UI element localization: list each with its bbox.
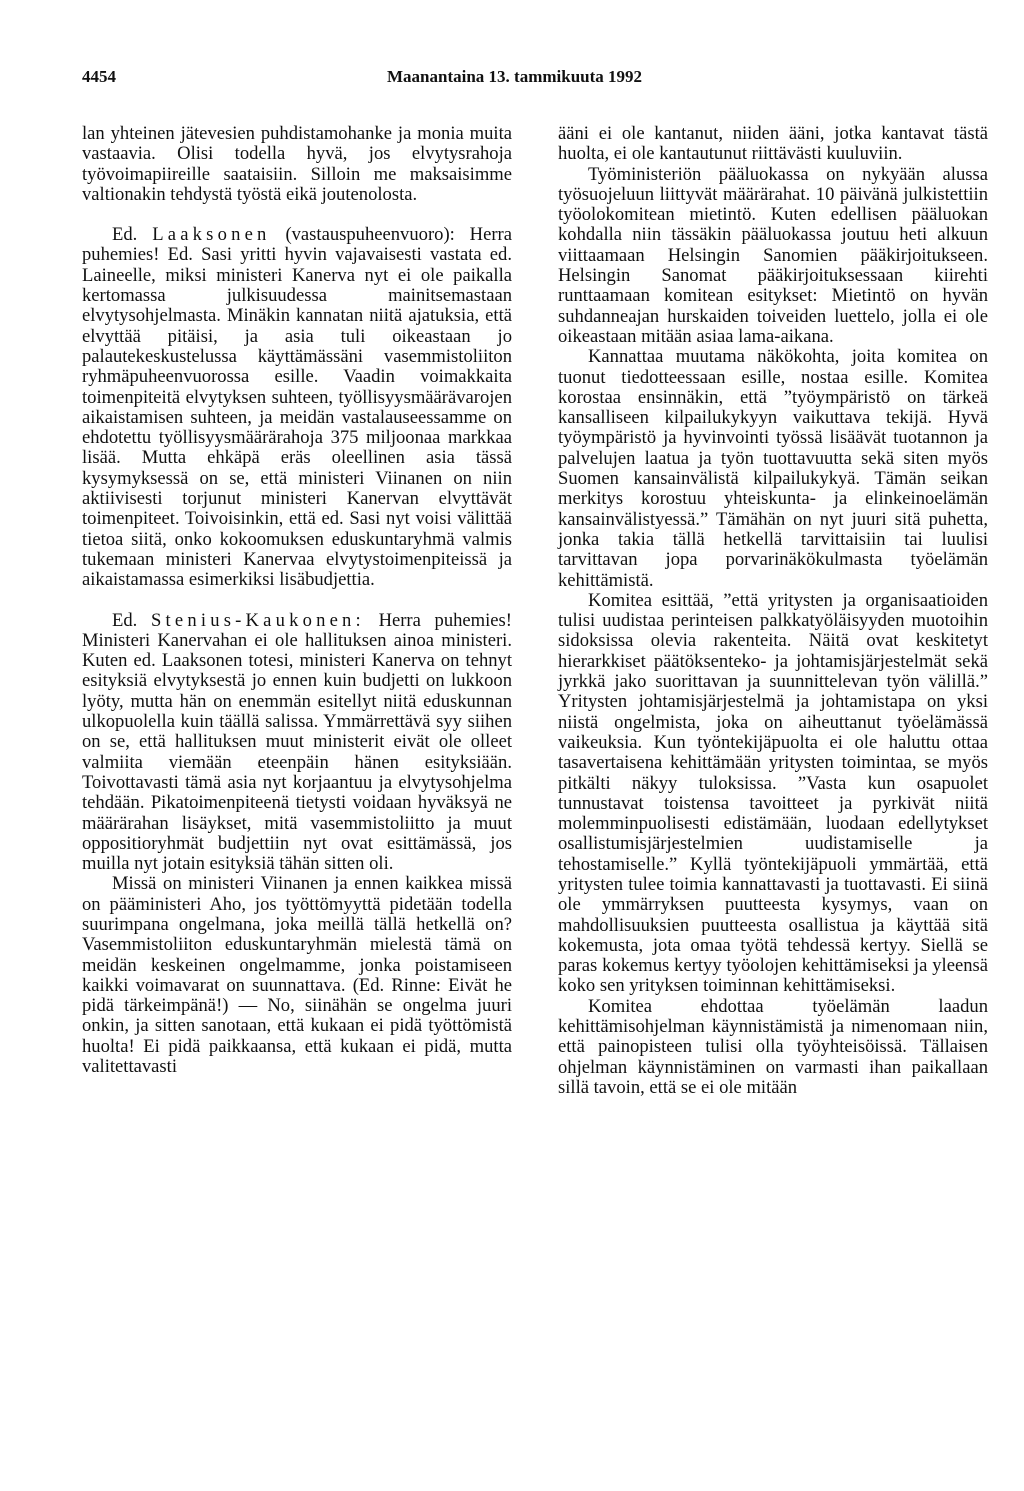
left-paragraph-2 [82,225,512,590]
right-paragraph-3: Kannattaa muutama näkökohta, joita komitea on tuonut tiedotteessaan esille, nostaa esille. Komitea korostaa ensinnäkin, että ”työympäristö on tärkeä kansalliseen kilpailukykyyn vaikuttava tekijä. Hyvä työympäristö ja hyvinvointi työssä lisäävät tuotannon ja palvelujen laatua ja työn tuottavuutta sekä siten myös Suomen kansainvälistä kilpailukykyä. Tämän seikan merkitys korostuu yhteiskunta- ja elinkeinoelämän kansainvälistyessä.” Tämähän on nyt juuri sitä puhetta, jonka takia tällä hetkellä tarvittaisiin tai luulisi tarvittavan jopa porvarinäkökulmasta työelämän kehittämistä. [558,346,988,591]
speaker-name: Stenius-Kaukonen: [150,609,365,631]
speech-text: Herra puhemies! Ministeri Kanervahan ei ole hallituksen ainoa ministeri. Kuten ed. Laaksonen totesi, ministeri Kanerva on tehnyt esityksiä elvytyksestä jo ennen kuin budjetti on lukkoon lyöty, mutta hän on enemmän esitellyt niitä eduskunnan ulkopuolella kuin täällä salissa. Ymmärrettävä syy siihen on se, että hallituksen muut ministerit eivät ole olleet valmiita viemään eteenpäin hänen esityksiään. Toivottavasti tämä asia nyt korjaantuu ja elvytysohjelma tehdään. Pikatoimenpiteenä tietysti voidaan hyväksyä ne määrärahan lisäykset, mitä vasemmistoliitto ja muut oppositioryhmät budjettiin nyt ovat esittämässä, jos muilla nyt jotain esityksiä tähän sitten oli. [82,609,512,875]
speaker-prefix: Ed. [112,224,138,246]
left-paragraph-4: Missä on ministeri Viinanen ja ennen kaikkea missä on pääministeri Aho, jos työttömyyttä pidetään todella suurimpana ongelmana, joka meillä tällä hetkellä on? Vasemmistoliiton eduskuntaryhmän mielestä tämä on meidän keskeinen ongelmamme, jonka poistamiseen kaikki voimavarat on suunnattava. (Ed. Rinne: Eivät he pidä tärkeimpänä!) — No, siinähän se ongelma juuri onkin, ja sitten sanotaan, että kukaan ei pidä työttömistä huolta! Ei pidä paikkaansa, että kukaan ei pidä, mutta valitettavasti [82,873,512,1078]
speech-text: (vastauspuheenvuoro): Herra puhemies! Ed. Sasi yritti hyvin vajavaisesti vastata ed. Laineelle, miksi ministeri Kanerva nyt ei ole paikalla kertomassa julkisuudessa mainitsemastaan elvytysohjelmasta. Minäkin kannatan niitä ajatuksia, että elvyttää pitäisi, ja asia tuli oikeastaan jo palautekeskustelussa käyttämässäni vasemmistoliiton ryhmäpuheenvuorossa esille. Vaadin voimakkaita toimenpiteitä elvytyksen suhteen, työllisyysmäärävarojen aikaistamisen suhteen, ja meidän vastalauseessamme on ehdotettu työllisyysmäärärahoja 375 miljoonaa markkaa lisää. Mutta ehkäpä eräs oleellinen asia tässä kysymyksessä on se, että ministeri Viinanen on niin aktiivisesti torjunut ministeri Kanervan elvyttävät toimenpiteet. Toivoisinkin, että ed. Sasi nyt voisi välittää tietoa siitä, onko kokoomuksen eduskuntaryhmä valmis tukemaan ministeri Kanervaa elvytystoimenpiteissä ja aikaistamassa esimerkiksi lisäbudjettia. [82,224,512,591]
page-header [82,62,988,92]
speaker-name: Laaksonen [152,224,271,246]
left-column [82,124,512,1077]
right-paragraph-2: Työministeriön pääluokassa on nykyään alussa työsuojeluun liittyvät määrärahat. 10 päivänä julkistettiin työolokomitean mietintö. Kuten edellisen pääluokan kohdalla niin tässäkin pääluokassa joutuu heti alkuun viittaamaan Helsingin Sanomien pääkirjoitukseen. Helsingin Sanomat pääkirjoituksessaan kiirehti runttaamaan komitean esitykset: Mietintö on hyvän suhdanneajan hurskaiden toiveiden luettelo, jolla ei ole oikeastaan mitään asiaa lama-aikana. [558,163,988,347]
right-paragraph-5: Komitea ehdottaa työelämän laadun kehittämisohjelman käynnistämistä ja nimenomaan niin, että painopisteen tulisi olla työyhteisöissä. Tällaisen ohjelman käynnistäminen on varmasti ihan paikallaan sillä tavoin, että se ei ole mitään [558,995,988,1098]
session-date: Maanantaina 13. tammikuuta 1992 [387,67,643,86]
left-paragraph-1: lan yhteinen jätevesien puhdistamohanke ja monia muita vastaavia. Olisi todella hyvä, jos elvytysrahoja työvoimapiireille saataisiin. Silloin me maksaisimme valtionakin tehdystä työstä eikä joutenolosta. [82,123,512,205]
right-column [558,124,988,1098]
left-paragraph-3 [82,611,512,875]
right-paragraph-4: Komitea esittää, ”että yritysten ja organisaatioiden tulisi uudistaa perinteisen palkkatyöläisyyden muotoihin sidoksissa olevia rakenteita. Näitä ovat keskitetyt hierarkkiset päätöksenteko- ja johtamisjärjestelmät sekä jyrkkä jako suorittavan ja suunnittelevan työn välillä.” Yritysten johtamisjärjestelmä ja johtamistapa on yksi niistä ongelmista, joka on aiheuttanut työelämässä vaikeuksia. Kun työntekijäpuolta ei ole haluttu ottaa tasavertaisena kehittämään yritysten toimintaa, se myös pitkälti näkyy tuloksissa. ”Vasta kun osapuolet tunnustavat toistensa tavoitteet ja pyrkivät niitä molemminpuolisesti edistämään, luodaan edellytykset osallistumisjärjestelmien uudistamiselle ja tehostamiselle.” Kyllä työntekijäpuoli ymmärtää, että yritysten tulee toimia kannattavasti ja tuottavasti. Ei siinä ole ymmärryksen puutteesta kysymys, vaan on mahdollisuuksien puutteesta osallistua ja käyttää sitä kokemusta, jota omaa työtä tehdessä kertyy. Siellä se paras kokemus kertyy työolojen kehittämiseksi ja yleensä koko sen yrityksen toiminnan kehittämiseksi. [558,589,988,997]
speaker-prefix: Ed. [112,609,138,631]
page-number: 4454 [82,67,116,86]
right-paragraph-1: ääni ei ole kantanut, niiden ääni, jotka kantavat tästä huolta, ei ole kantautunut riittävästi kuuluviin. [558,123,988,165]
